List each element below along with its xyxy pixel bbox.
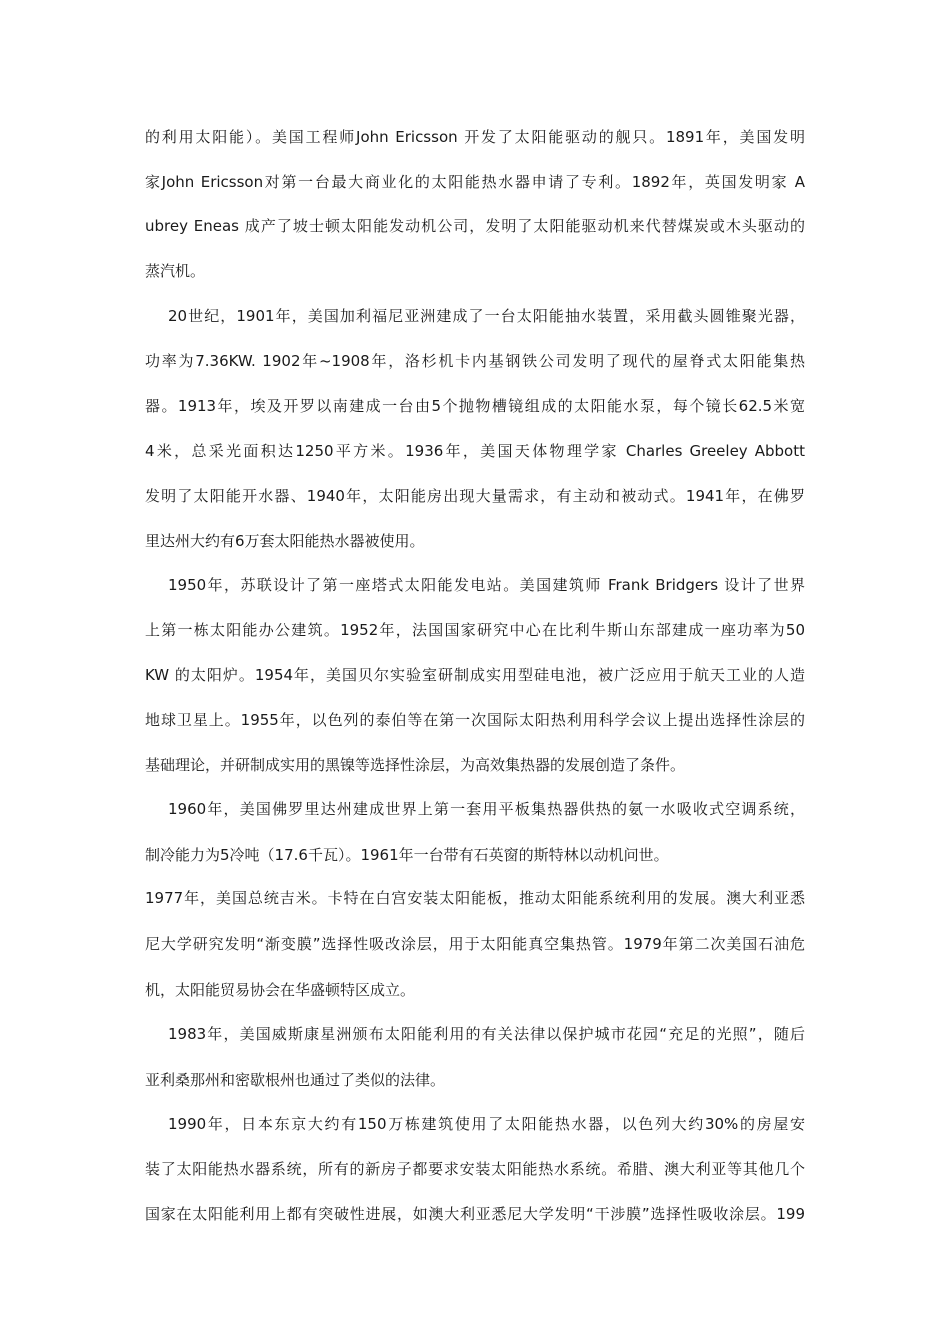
text-line-8: 4米，总采光面积达1250平方米。1936年，美国天体物理学家 Charles Greeley Abbott <box>145 442 805 460</box>
text-line-5: 20世纪，1901年，美国加利福尼亚洲建成了一台太阳能抽水装置，采用截头圆锥聚光器， <box>168 307 805 325</box>
text-line-10: 里达州大约有6万套太阳能热水器被使用。 <box>145 532 425 550</box>
text-line-2: 家John Ericsson对第一台最大商业化的太阳能热水器申请了专利。1892年，英国发明家 A <box>145 173 805 191</box>
text-line-16: 1960年，美国佛罗里达州建成世界上第一套用平板集热器供热的氨一水吸收式空调系统， <box>168 800 805 818</box>
text-line-20: 机，太阳能贸易协会在华盛顿特区成立。 <box>145 981 416 999</box>
text-line-22: 亚利桑那州和密歇根州也通过了类似的法律。 <box>145 1071 446 1089</box>
text-line-6: 功率为7.36KW. 1902年~1908年，洛杉机卡内基钢铁公司发明了现代的屋脊式太阳能集热 <box>145 352 805 370</box>
text-line-7: 器。1913年，埃及开罗以南建成一台由5个抛物槽镜组成的太阳能水泵，每个镜长62.5米宽 <box>145 397 805 415</box>
text-line-18: 1977年，美国总统吉米。卡特在白宫安装太阳能板，推动太阳能系统利用的发展。澳大利亚悉 <box>145 889 805 907</box>
text-line-14: 地球卫星上。1955年，以色列的泰伯等在第一次国际太阳热利用科学会议上提出选择性涂层的 <box>145 711 805 729</box>
text-line-21: 1983年，美国威斯康星洲颁布太阳能利用的有关法律以保护城市花园“充足的光照”，随后 <box>168 1025 805 1043</box>
text-line-4: 蒸汽机。 <box>145 262 206 280</box>
text-line-23: 1990年，日本东京大约有150万栋建筑使用了太阳能热水器，以色列大约30%的房屋安 <box>168 1115 805 1133</box>
text-line-9: 发明了太阳能开水器、1940年，太阳能房出现大量需求，有主动和被动式。1941年，在佛罗 <box>145 487 805 505</box>
text-line-11: 1950年，苏联设计了第一座塔式太阳能发电站。美国建筑师 Frank Bridgers 设计了世界 <box>168 576 805 594</box>
text-line-17: 制冷能力为5冷吨（17.6千瓦）。1961年一台带有石英窗的斯特林以动机问世。 <box>145 846 669 864</box>
text-line-3: ubrey Eneas 成产了坡士顿太阳能发动机公司，发明了太阳能驱动机来代替煤炭或木头驱动的 <box>145 217 805 235</box>
text-line-25: 国家在太阳能利用上都有突破性进展，如澳大利亚悉尼大学发明“干涉膜”选择性吸收涂层。199 <box>145 1205 805 1223</box>
text-line-12: 上第一栋太阳能办公建筑。1952年，法国国家研究中心在比利牛斯山东部建成一座功率为50 <box>145 621 805 639</box>
text-line-13: KW 的太阳炉。1954年，美国贝尔实验室研制成实用型硅电池，被广泛应用于航天工业的人造 <box>145 666 805 684</box>
text-line-15: 基础理论，并研制成实用的黑镍等选择性涂层，为高效集热器的发展创造了条件。 <box>145 756 686 774</box>
text-line-1: 的利用太阳能）。美国工程师John Ericsson 开发了太阳能驱动的舰只。1891年，美国发明 <box>145 128 805 146</box>
text-line-24: 装了太阳能热水器系统，所有的新房子都要求安装太阳能热水系统。希腊、澳大利亚等其他几个 <box>145 1160 805 1178</box>
text-line-19: 尼大学研究发明“渐变膜”选择性吸改涂层，用于太阳能真空集热管。1979年第二次美国石油危 <box>145 935 805 953</box>
